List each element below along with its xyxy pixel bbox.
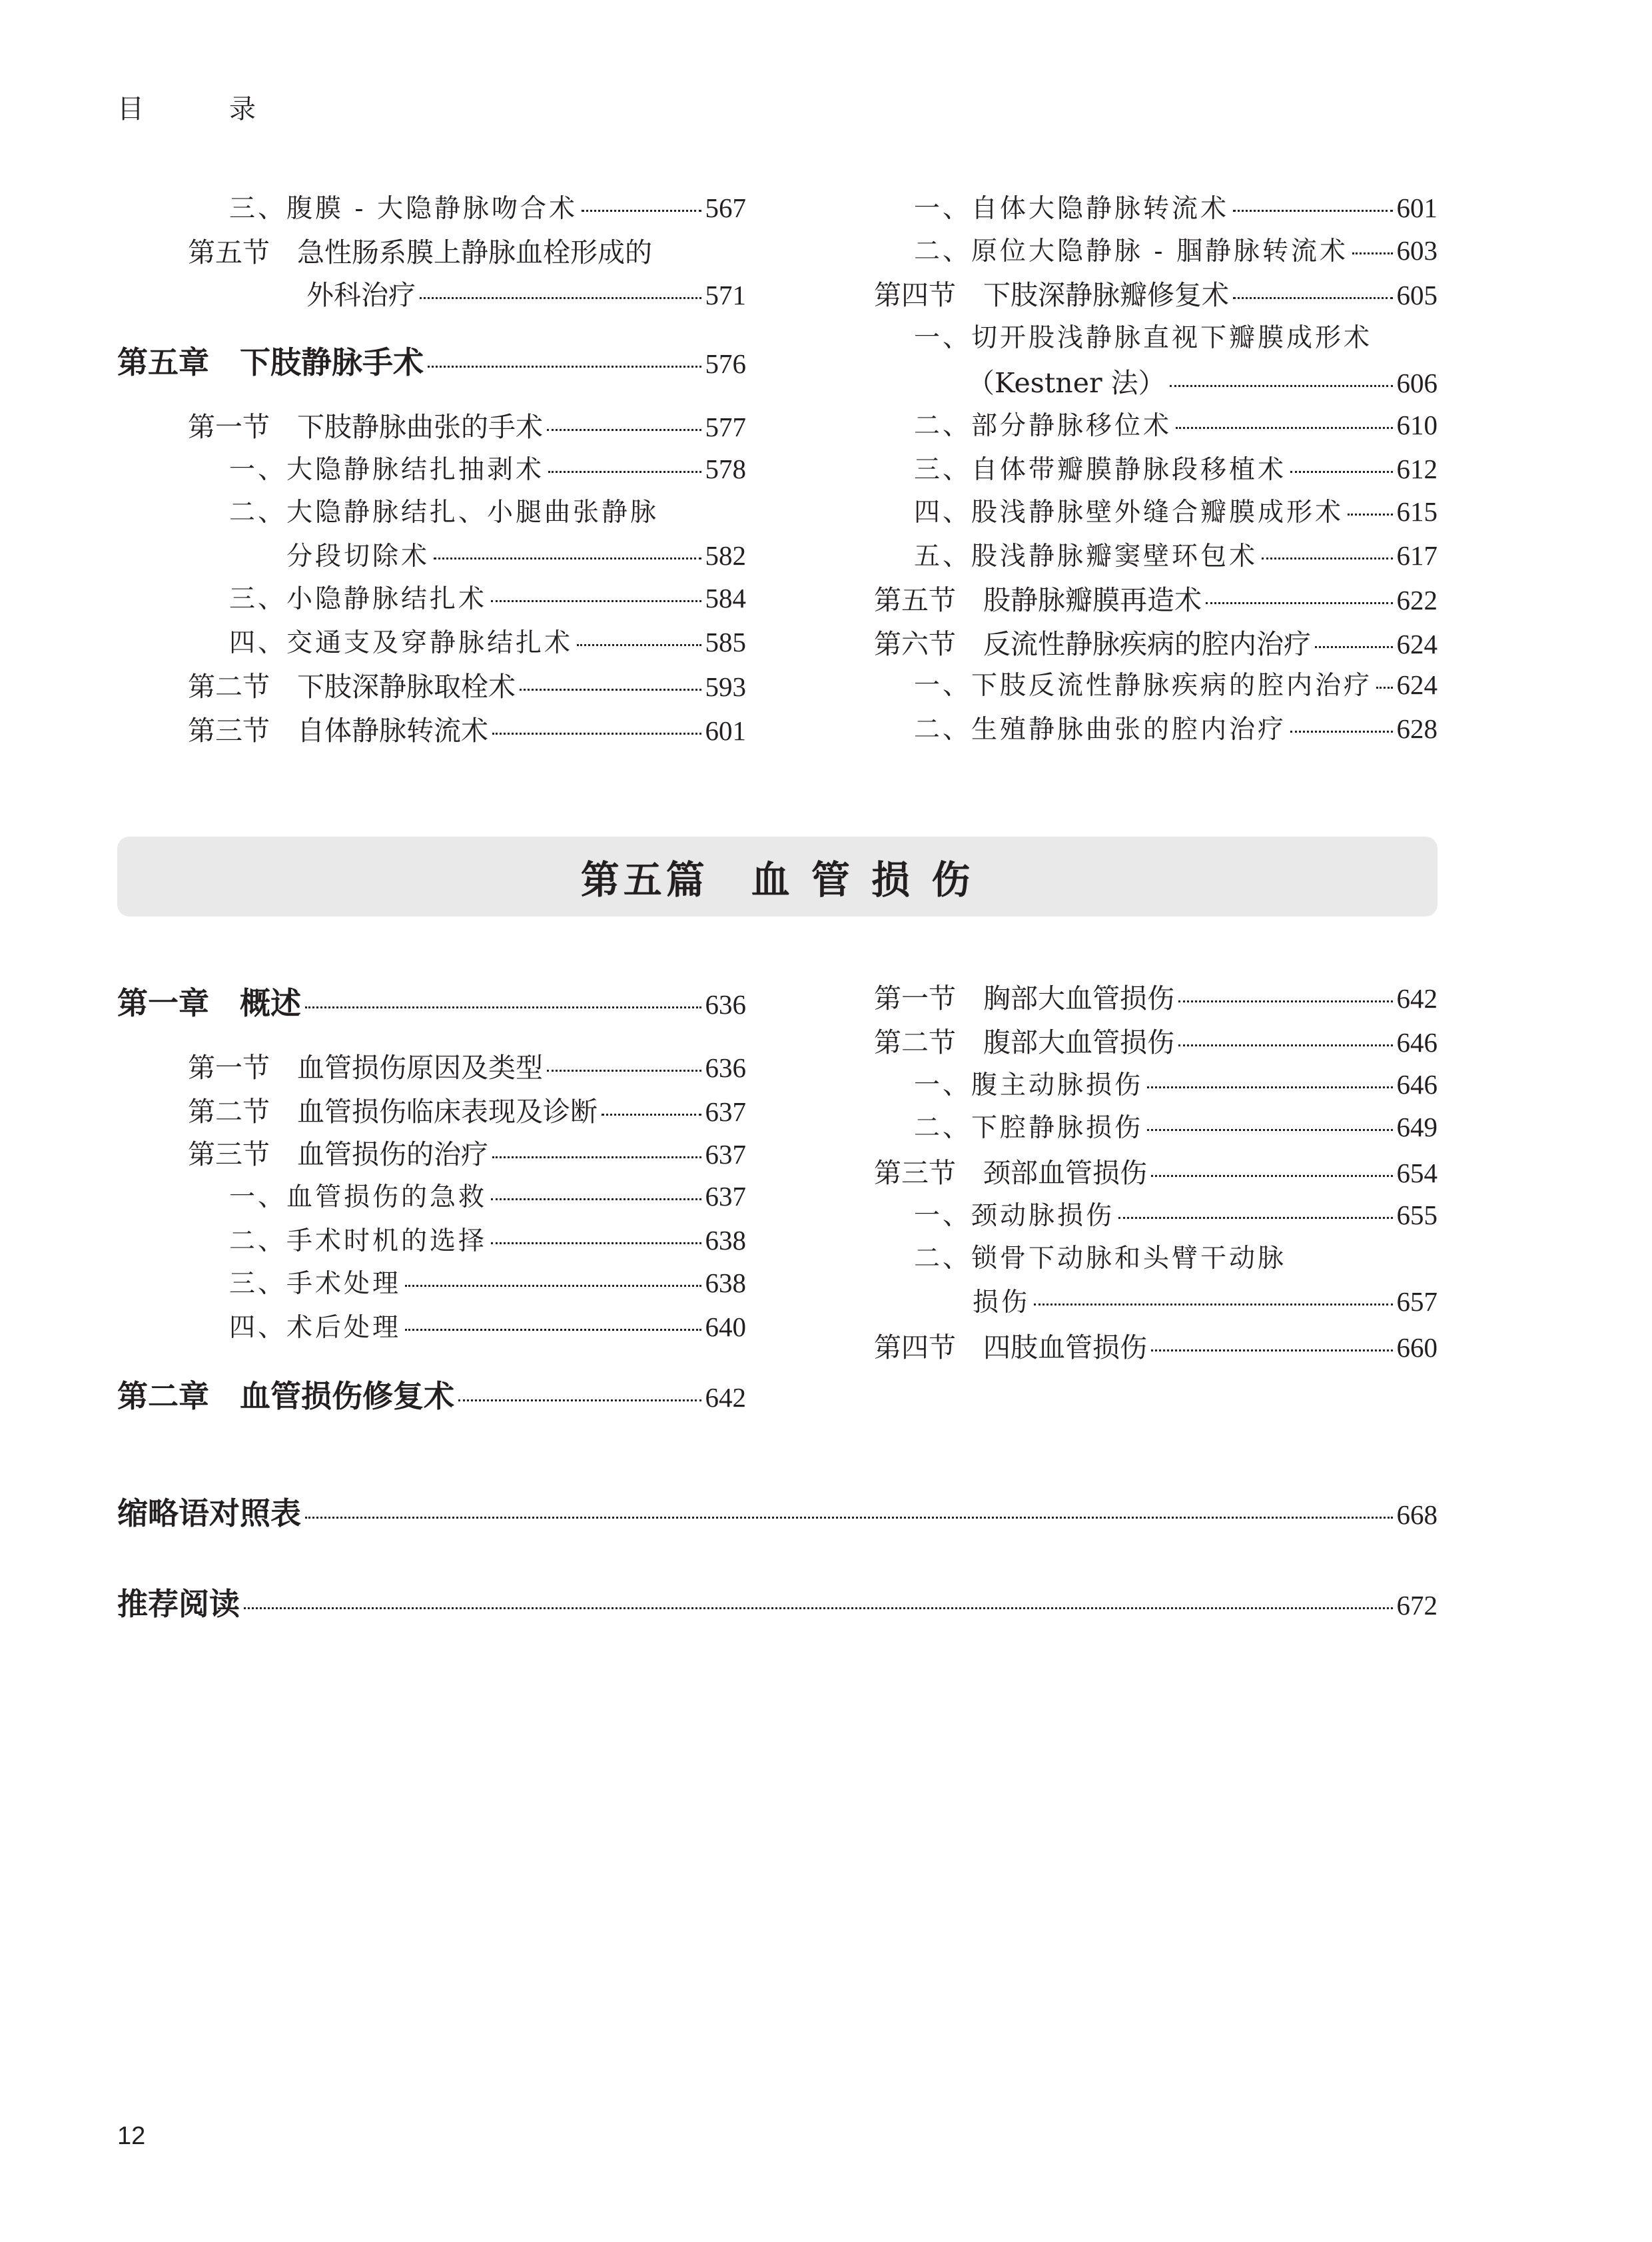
toc-entry[interactable]: 二、下腔静脉损伤 649 xyxy=(914,1112,1438,1143)
toc-chapter[interactable]: 推荐阅读 672 xyxy=(117,1586,1438,1622)
toc-entry[interactable]: 二、部分静脉移位术 610 xyxy=(914,410,1438,441)
toc-entry[interactable]: 第二节 腹部大血管损伤 646 xyxy=(874,1026,1438,1058)
part-banner xyxy=(117,837,1438,917)
toc-entry[interactable]: 二、大隐静脉结扎、小腿曲张静脉 xyxy=(229,498,659,528)
toc-entry[interactable]: 四、术后处理 640 xyxy=(229,1311,746,1343)
toc-entry[interactable]: 一、颈动脉损伤 655 xyxy=(914,1200,1438,1231)
toc-entry[interactable]: 二、锁骨下动脉和头臂干动脉 xyxy=(914,1244,1287,1274)
toc-entry[interactable]: 第二节 血管损伤临床表现及诊断 637 xyxy=(188,1096,746,1128)
toc-entry[interactable]: 第三节 血管损伤的治疗 637 xyxy=(188,1138,746,1170)
toc-entry[interactable]: 第一节 胸部大血管损伤 642 xyxy=(874,982,1438,1014)
toc-entry[interactable]: 分段切除术 582 xyxy=(286,540,746,571)
toc-entry[interactable]: 第四节 下肢深静脉瓣修复术 605 xyxy=(874,279,1438,311)
toc-chapter[interactable]: 缩略语对照表 668 xyxy=(117,1495,1438,1531)
toc-entry[interactable]: 五、股浅静脉瓣窦壁环包术 617 xyxy=(914,540,1438,571)
toc-entry[interactable]: 三、手术处理 638 xyxy=(229,1268,746,1299)
toc-entry[interactable]: 三、自体带瓣膜静脉段移植术 612 xyxy=(914,454,1438,485)
toc-chapter[interactable]: 第二章 血管损伤修复术 642 xyxy=(117,1378,746,1414)
toc-entry[interactable]: 一、腹主动脉损伤 646 xyxy=(914,1069,1438,1100)
toc-entry[interactable]: 第六节 反流性静脉疾病的腔内治疗 624 xyxy=(874,628,1438,660)
toc-entry[interactable]: 第一节 下肢静脉曲张的手术 577 xyxy=(188,411,746,443)
toc-chapter[interactable]: 第五章 下肢静脉手术 576 xyxy=(117,344,746,380)
part-title: 第五篇 血 管 损 伤 xyxy=(580,857,975,903)
toc-entry[interactable]: 第二节 下肢深静脉取栓术 593 xyxy=(188,671,746,703)
toc-entry[interactable]: 第三节 颈部血管损伤 654 xyxy=(874,1157,1438,1189)
toc-entry[interactable]: 第一节 血管损伤原因及类型 636 xyxy=(188,1052,746,1084)
toc-entry[interactable]: 损伤 657 xyxy=(973,1286,1438,1317)
toc-entry[interactable]: 一、大隐静脉结扎抽剥术 578 xyxy=(229,454,746,485)
toc-entry[interactable]: 第五节 急性肠系膜上静脉血栓形成的 xyxy=(188,236,652,268)
toc-entry[interactable]: 第三节 自体静脉转流术 601 xyxy=(188,715,746,747)
page-number: 12 xyxy=(117,2122,146,2150)
toc-entry[interactable]: 第五节 股静脉瓣膜再造术 622 xyxy=(874,584,1438,616)
toc-chapter[interactable]: 第一章 概述 636 xyxy=(117,985,746,1021)
toc-entry[interactable]: 四、交通支及穿静脉结扎术 585 xyxy=(229,627,746,658)
toc-entry[interactable]: 一、血管损伤的急救 637 xyxy=(229,1181,746,1212)
toc-entry[interactable]: 一、自体大隐静脉转流术 601 xyxy=(914,192,1438,224)
toc-entry[interactable]: 二、原位大隐静脉 - 腘静脉转流术 603 xyxy=(914,235,1438,266)
toc-entry[interactable]: 外科治疗 571 xyxy=(306,279,746,311)
toc-entry[interactable]: 二、生殖静脉曲张的腔内治疗 628 xyxy=(914,713,1438,745)
toc-entry[interactable]: 第四节 四肢血管损伤 660 xyxy=(874,1331,1438,1363)
toc-entry[interactable]: 四、股浅静脉壁外缝合瓣膜成形术 615 xyxy=(914,496,1438,528)
toc-entry[interactable]: 三、腹膜 - 大隐静脉吻合术 567 xyxy=(229,192,746,224)
toc-entry[interactable]: （Kestner 法） 606 xyxy=(967,367,1438,399)
toc-entry[interactable]: 一、下肢反流性静脉疾病的腔内治疗 624 xyxy=(914,669,1438,701)
toc-entry[interactable]: 一、切开股浅静脉直视下瓣膜成形术 xyxy=(914,323,1373,353)
running-header: 目 录 xyxy=(117,94,285,125)
toc-entry[interactable]: 三、小隐静脉结扎术 584 xyxy=(229,583,746,614)
toc-entry[interactable]: 二、手术时机的选择 638 xyxy=(229,1225,746,1256)
